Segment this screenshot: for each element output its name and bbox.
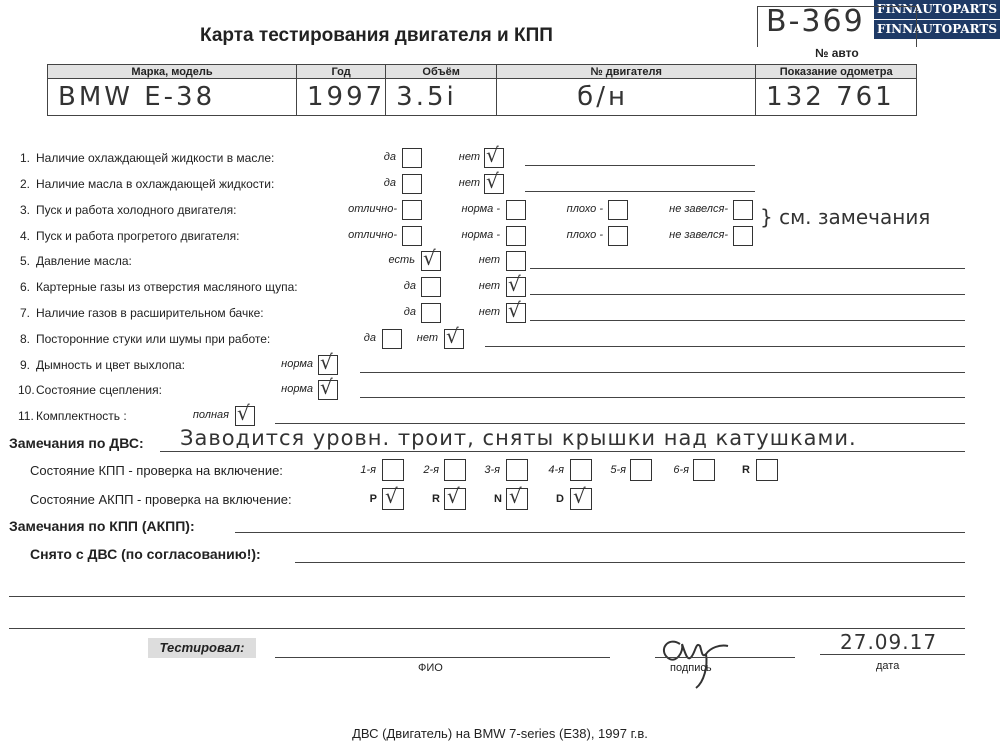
header-table — [47, 64, 917, 116]
q8-no-check-mark: √ — [446, 324, 459, 348]
value-engine-no: б/н — [497, 79, 756, 116]
kpp-gear-1-checkbox[interactable] — [382, 459, 404, 481]
q2-yes-label: да — [383, 177, 396, 189]
kpp-gear-3-checkbox[interactable] — [506, 459, 528, 481]
q1-yes-checkbox[interactable] — [402, 148, 422, 168]
q10-note-line — [360, 397, 965, 398]
q4-nostart-checkbox[interactable] — [733, 226, 753, 246]
akpp-gear-p-label: P — [369, 493, 377, 505]
watermark-line-1: FINNAUTOPARTS — [874, 0, 1000, 20]
removed-line-1 — [295, 562, 965, 563]
question-5: 5. Давление масла: — [19, 254, 132, 268]
q1-yes-label: да — [383, 151, 396, 163]
kpp-gear-2-label: 2-я — [423, 464, 439, 476]
q7-no-label: нет — [478, 306, 500, 318]
question-8: 8. Посторонние стуки или шумы при работе: — [19, 332, 271, 346]
q7-note-line — [530, 320, 965, 321]
q6-no-label: нет — [478, 280, 500, 292]
removed-label: Снято с ДВС (по согласованию!): — [30, 546, 261, 562]
q4-nostart-label: не завелся- — [669, 229, 728, 241]
q4-excellent-checkbox[interactable] — [402, 226, 422, 246]
header-col-year: Год — [297, 65, 386, 79]
kpp-gear-4-checkbox[interactable] — [570, 459, 592, 481]
question-10: 10.Состояние сцепления: — [18, 383, 162, 397]
kpp-gear-3-label: 3-я — [484, 464, 500, 476]
dvs-remarks-value: Заводится уровн. троит, сняты крышки над катушками. — [180, 426, 857, 450]
q11-full-check-mark: √ — [237, 401, 250, 425]
date-line — [820, 654, 965, 655]
car-number-label: № авто — [815, 46, 859, 60]
kpp-label: Состояние КПП - проверка на включение: — [30, 463, 283, 478]
removed-line-3 — [9, 628, 965, 629]
q3-excellent-label: отлично- — [348, 203, 397, 215]
question-3: 3. Пуск и работа холодного двигателя: — [19, 203, 237, 217]
q7-yes-checkbox[interactable] — [421, 303, 441, 323]
car-number-value: B-369 — [766, 4, 865, 39]
question-4: 4. Пуск и работа прогретого двигателя: — [19, 229, 240, 243]
q2-yes-checkbox[interactable] — [402, 174, 422, 194]
kpp-gear-5-checkbox[interactable] — [630, 459, 652, 481]
akpp-gear-r-check-mark: √ — [447, 484, 460, 508]
q1-no-check-mark: √ — [486, 143, 499, 167]
q1-note-line — [525, 165, 755, 166]
question-7: 7. Наличие газов в расширительном бачке: — [19, 306, 264, 320]
akpp-gear-n-check-mark: √ — [509, 484, 522, 508]
fio-line — [275, 657, 610, 658]
value-volume: 3.5i — [386, 79, 497, 116]
date-label: дата — [876, 660, 900, 672]
header-col-odometer: Показание одометра — [756, 65, 917, 79]
page-title: Карта тестирования двигателя и КПП — [200, 25, 553, 46]
q10-normal-check-mark: √ — [320, 375, 333, 399]
q7-yes-label: да — [403, 306, 416, 318]
akpp-gear-n-label: N — [494, 493, 502, 505]
q3-bad-checkbox[interactable] — [608, 200, 628, 220]
q4-normal-label: норма - — [461, 229, 500, 241]
akpp-gear-p-check-mark: √ — [385, 484, 398, 508]
kpp-gear-4-label: 4-я — [548, 464, 564, 476]
kpp-gear-6-label: 6-я — [673, 464, 689, 476]
q9-normal-check-mark: √ — [320, 350, 333, 374]
q9-normal-label: норма — [281, 358, 313, 370]
question-6: 6. Картерные газы из отверстия масляного щупа: — [19, 280, 298, 294]
q8-yes-label: да — [363, 332, 376, 344]
kpp-gear-2-checkbox[interactable] — [444, 459, 466, 481]
watermark-line-2: FINNAUTOPARTS — [874, 20, 1000, 40]
q5-note-line — [530, 268, 965, 269]
q11-note-line — [275, 423, 965, 424]
q8-yes-checkbox[interactable] — [382, 329, 402, 349]
akpp-label: Состояние АКПП - проверка на включение: — [30, 492, 292, 507]
kpp-gear-5-label: 5-я — [610, 464, 626, 476]
kpp-gear-r-label: R — [742, 464, 750, 476]
question-9: 9. Дымность и цвет выхлопа: — [19, 358, 185, 372]
question-11: 11. Комплектность : — [18, 409, 127, 423]
q4-bad-label: плохо - — [566, 229, 603, 241]
q4-bad-checkbox[interactable] — [608, 226, 628, 246]
tested-label: Тестировал: — [148, 638, 256, 658]
q3-q4-handwritten-note: } см. замечания — [760, 205, 931, 229]
q10-normal-label: норма — [281, 383, 313, 395]
kpp-gear-r-checkbox[interactable] — [756, 459, 778, 481]
q3-normal-label: норма - — [461, 203, 500, 215]
q5-exists-label: есть — [388, 254, 415, 266]
kpp-remarks-label: Замечания по КПП (АКПП): — [9, 518, 195, 534]
value-year: 1997 — [297, 79, 386, 116]
dvs-remarks-line — [160, 451, 965, 452]
q2-no-label: нет — [458, 177, 480, 189]
q4-excellent-label: отлично- — [348, 229, 397, 241]
q6-note-line — [530, 294, 965, 295]
fio-label: ФИО — [418, 662, 443, 674]
akpp-gear-d-label: D — [556, 493, 564, 505]
q3-excellent-checkbox[interactable] — [402, 200, 422, 220]
signature-label: подпись — [670, 662, 712, 674]
removed-line-2 — [9, 596, 965, 597]
signature-image — [650, 622, 740, 694]
q1-no-label: нет — [458, 151, 480, 163]
header-col-model: Марка, модель — [48, 65, 297, 79]
q2-note-line — [525, 191, 755, 192]
dvs-remarks-label: Замечания по ДВС: — [9, 435, 144, 451]
q8-note-line — [485, 346, 965, 347]
q2-no-check-mark: √ — [486, 169, 499, 193]
q6-no-check-mark: √ — [508, 272, 521, 296]
kpp-gear-6-checkbox[interactable] — [693, 459, 715, 481]
q11-full-label: полная — [192, 409, 229, 421]
q5-no-label: нет — [478, 254, 500, 266]
date-value: 27.09.17 — [840, 630, 938, 654]
akpp-gear-d-check-mark: √ — [573, 484, 586, 508]
q4-normal-checkbox[interactable] — [506, 226, 526, 246]
kpp-remarks-line — [235, 532, 965, 533]
value-model: BMW E-38 — [48, 79, 297, 116]
q5-exists-check-mark: √ — [423, 246, 436, 270]
q6-yes-label: да — [403, 280, 416, 292]
q7-no-check-mark: √ — [508, 298, 521, 322]
q6-yes-checkbox[interactable] — [421, 277, 441, 297]
kpp-gear-1-label: 1-я — [360, 464, 376, 476]
signature-line — [655, 657, 795, 658]
q3-normal-checkbox[interactable] — [506, 200, 526, 220]
q3-bad-label: плохо - — [566, 203, 603, 215]
q3-nostart-checkbox[interactable] — [733, 200, 753, 220]
q5-no-checkbox[interactable] — [506, 251, 526, 271]
image-caption: ДВС (Двигатель) на BMW 7-series (E38), 1997 г.в. — [352, 726, 648, 741]
q9-note-line — [360, 372, 965, 373]
question-2: 2. Наличие масла в охлаждающей жидкости: — [19, 177, 275, 191]
value-odometer: 132 761 — [756, 79, 917, 116]
question-1: 1. Наличие охлаждающей жидкости в масле: — [19, 151, 275, 165]
header-col-volume: Объём — [386, 65, 497, 79]
akpp-gear-r-label: R — [432, 493, 440, 505]
q8-no-label: нет — [416, 332, 438, 344]
header-col-engine-no: № двигателя — [497, 65, 756, 79]
q3-nostart-label: не завелся- — [669, 203, 728, 215]
